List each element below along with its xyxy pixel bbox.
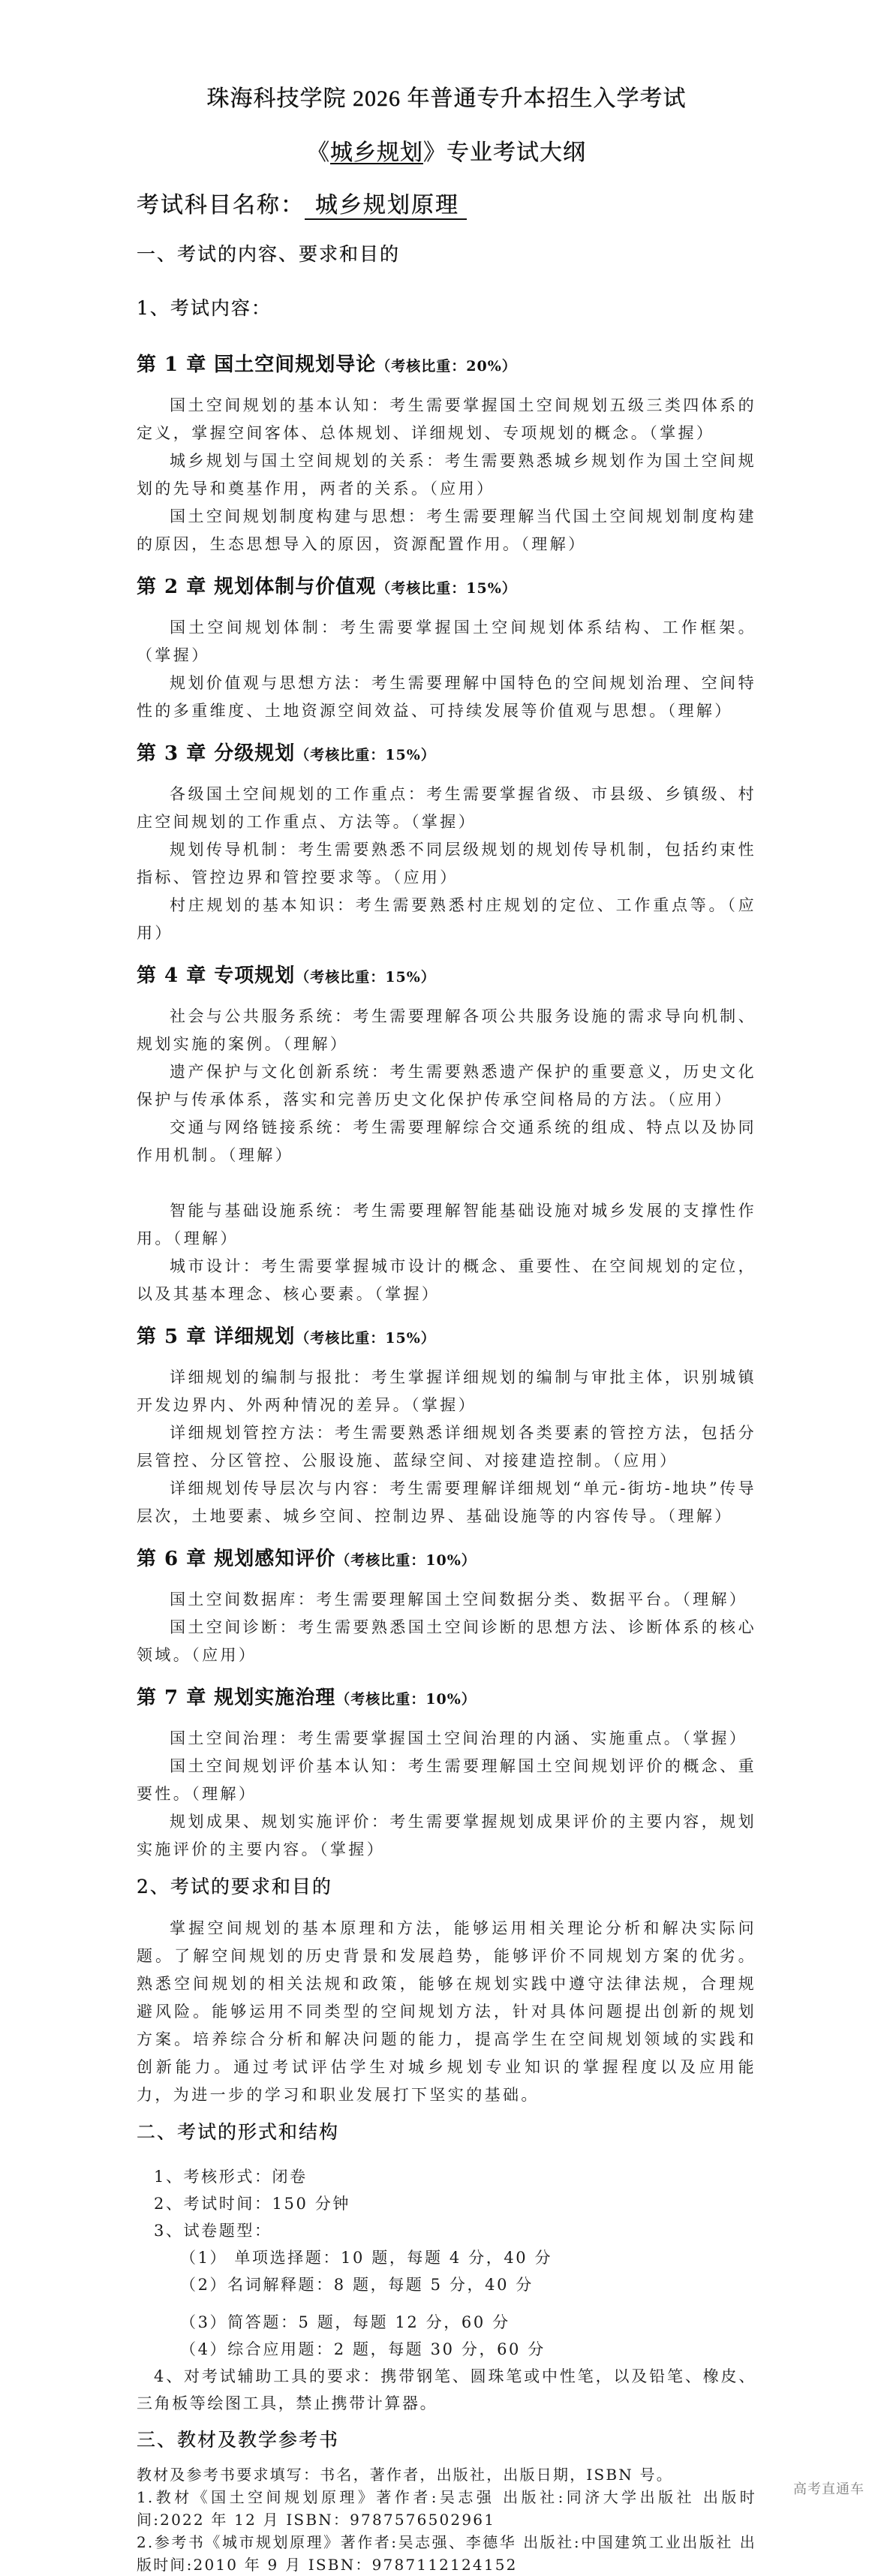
chapter-weight: （考核比重：15%） xyxy=(295,1330,436,1347)
paragraph: 掌握空间规划的基本原理和方法，能够运用相关理论分析和解决实际问题。了解空间规划的历史背景和发展趋势，能够评价不同规划方案的优劣。熟悉空间规划的相关法规和政策，能够在规划实践中遵守法律法规，合理规避风险。能够运用不同类型的空间规划方法，针对具体问题提出创新的规划方案。培养综合分析和解决问题的能力，提高学生在空间规划领域的实践和创新能力。通过考试评估学生对城乡规划专业知识的掌握程度以及应用能力，为进一步的学习和职业发展打下坚实的基础。 xyxy=(137,1919,756,2104)
list-item-question-type: （4）综合应用题：2 题，每题 30 分，60 分 xyxy=(180,2340,546,2358)
paragraph: 国土空间规划的基本认知：考生需要掌握国土空间规划五级三类四体系的定义，掌握空间客体、总体规划、详细规划、专项规划的概念。（掌握） xyxy=(137,396,756,442)
purpose-body xyxy=(137,1915,756,2109)
chapter-body xyxy=(137,1364,756,1530)
textbook-entry: 2.参考书《城市规划原理》著作者:吴志强、李德华 出版社:中国建筑工业出版社 出版时间:2010 年 9 月 ISBN：9787112124152 xyxy=(137,2533,756,2574)
paragraph: 社会与公共服务系统：考生需要理解各项公共服务设施的需求导向机制、规划实施的案例。（理解） xyxy=(137,1007,756,1053)
chapter-heading xyxy=(137,740,756,769)
list-item-exam-form: 1、考核形式：闭卷 xyxy=(154,2168,308,2186)
chapter-title: 第 4 章 专项规划 xyxy=(137,964,296,987)
paragraph: 国土空间诊断：考生需要熟悉国土空间诊断的思想方法、诊断体系的核心领域。（应用） xyxy=(137,1618,756,1664)
subheading-exam-content: 1、考试内容： xyxy=(137,297,272,319)
subtitle-close-quote: 》 xyxy=(423,140,446,165)
list-item-question-type: （3）简答题：5 题，每题 12 分，60 分 xyxy=(180,2313,510,2331)
textbooks-body xyxy=(137,2463,756,2576)
paragraph: 各级国土空间规划的工作重点：考生需要掌握省级、市县级、乡镇级、村庄空间规划的工作重点、方法等。（掌握） xyxy=(137,785,756,831)
subject-label: 考试科目名称： xyxy=(137,192,305,218)
paragraph: 国土空间规划体制：考生需要掌握国土空间规划体系结构、工作框架。（掌握） xyxy=(137,618,756,664)
paragraph: 村庄规划的基本知识：考生需要熟悉村庄规划的定位、工作重点等。（应用） xyxy=(137,896,756,942)
list-item-question-types: 3、试卷题型： xyxy=(154,2222,272,2240)
chapter-heading xyxy=(137,351,756,380)
document-title: 珠海科技学院 2026 年普通专升本招生入学考试 xyxy=(206,86,687,111)
document-subtitle xyxy=(137,138,756,168)
section-heading-form-structure: 二、考试的形式和结构 xyxy=(137,2121,340,2143)
chapter-weight: （考核比重：20%） xyxy=(376,358,517,375)
chapter-heading xyxy=(137,1545,756,1574)
chapter-body xyxy=(137,1586,756,1669)
paragraph: 国土空间规划评价基本认知：考生需要理解国土空间规划评价的概念、重要性。（理解） xyxy=(137,1757,756,1803)
list-item-exam-time: 2、考试时间：150 分钟 xyxy=(154,2195,350,2213)
chapter-body xyxy=(137,614,756,725)
subtitle-open-quote: 《 xyxy=(307,140,330,165)
chapter-heading xyxy=(137,573,756,602)
exam-structure-list xyxy=(137,2163,756,2417)
section-heading-textbooks: 三、教材及教学参考书 xyxy=(137,2429,340,2451)
paragraph: 智能与基础设施系统：考生需要理解智能基础设施对城乡发展的支撑性作用。（理解） xyxy=(137,1202,756,1247)
chapter-body xyxy=(137,392,756,558)
paragraph: 规划成果、规划实施评价：考生需要掌握规划成果评价的主要内容，规划实施评价的主要内容。（掌握） xyxy=(137,1813,756,1858)
chapter-title: 第 5 章 详细规划 xyxy=(137,1326,296,1348)
section-heading-content: 一、考试的内容、要求和目的 xyxy=(137,243,401,265)
textbook-requirement: 教材及参考书要求填写：书名，著作者，出版社，出版日期，ISBN 号。 xyxy=(137,2466,673,2484)
document-page xyxy=(137,84,756,2576)
chapter-heading xyxy=(137,1684,756,1713)
exam-subject xyxy=(137,191,756,221)
chapter-weight: （考核比重：10%） xyxy=(335,1552,477,1569)
paragraph: 遗产保护与文化创新系统：考生需要熟悉遗产保护的重要意义，历史文化保护与传承体系，落实和完善历史文化保护传承空间格局的方法。（应用） xyxy=(137,1063,756,1109)
chapter-weight: （考核比重：15%） xyxy=(295,969,436,986)
list-item-question-type: （1） 单项选择题：10 题，每题 4 分，40 分 xyxy=(180,2249,553,2267)
chapter-heading xyxy=(137,1323,756,1352)
chapter-body xyxy=(137,1725,756,1864)
paragraph: 规划价值观与思想方法：考生需要理解中国特色的空间规划治理、空间特性的多重维度、土地资源空间效益、可持续发展等价值观与思想。（理解） xyxy=(137,674,756,720)
paragraph: 交通与网络链接系统：考生需要理解综合交通系统的组成、特点以及协同作用机制。（理解） xyxy=(137,1118,756,1164)
subheading-requirements-purpose: 2、考试的要求和目的 xyxy=(137,1876,332,1897)
chapter-title: 第 2 章 规划体制与价值观 xyxy=(137,576,377,598)
chapter-weight: （考核比重：15%） xyxy=(295,747,436,763)
chapter-weight: （考核比重：15%） xyxy=(376,580,517,597)
list-item-exam-tools: 4、对考试辅助工具的要求：携带钢笔、圆珠笔或中性笔，以及铅笔、橡皮、三角板等绘图工具，禁止携带计算器。 xyxy=(137,2367,756,2412)
list-item-question-type: （2）名词解释题：8 题，每题 5 分，40 分 xyxy=(180,2276,534,2294)
paragraph: 详细规划传导层次与内容：考生需要理解详细规划“单元-街坊-地块”传导层次，土地要素、城乡空间、控制边界、基础设施等的内容传导。（理解） xyxy=(137,1479,756,1525)
chapter-title: 第 3 章 分级规划 xyxy=(137,742,296,765)
chapter-title: 第 7 章 规划实施治理 xyxy=(137,1687,336,1709)
chapter-title: 第 6 章 规划感知评价 xyxy=(137,1548,336,1570)
paragraph: 详细规划管控方法：考生需要熟悉详细规划各类要素的管控方法，包括分层管控、分区管控、公服设施、蓝绿空间、对接建造控制。（应用） xyxy=(137,1424,756,1470)
chapter-body xyxy=(137,1003,756,1308)
paragraph: 详细规划的编制与报批：考生掌握详细规划的编制与审批主体，识别城镇开发边界内、外两种情况的差异。（掌握） xyxy=(137,1368,756,1414)
chapter-heading xyxy=(137,962,756,991)
chapter-body xyxy=(137,781,756,947)
paragraph: 国土空间规划制度构建与思想：考生需要理解当代国土空间规划制度构建的原因，生态思想导入的原因，资源配置作用。（理解） xyxy=(137,507,756,553)
subtitle-major-name: 城乡规划 xyxy=(330,140,423,165)
textbook-entry: 1.教材《国土空间规划原理》著作者:吴志强 出版社:同济大学出版社 出版时间:2022 年 12 月 ISBN：9787576502961 xyxy=(137,2488,756,2529)
paragraph: 国土空间数据库：考生需要理解国土空间数据分类、数据平台。（理解） xyxy=(170,1590,748,1608)
chapter-title: 第 1 章 国土空间规划导论 xyxy=(137,354,377,376)
paragraph: 城市设计：考生需要掌握城市设计的概念、重要性、在空间规划的定位，以及其基本理念、核心要素。（掌握） xyxy=(137,1257,756,1303)
watermark: 高考直通车 xyxy=(793,2481,864,2497)
paragraph: 城乡规划与国土空间规划的关系：考生需要熟悉城乡规划作为国土空间规划的先导和奠基作用，两者的关系。（应用） xyxy=(137,452,756,498)
paragraph: 规划传导机制：考生需要熟悉不同层级规划的规划传导机制，包括约束性指标、管控边界和管控要求等。（应用） xyxy=(137,841,756,886)
paragraph: 国土空间治理：考生需要掌握国土空间治理的内涵、实施重点。（掌握） xyxy=(170,1729,748,1747)
subject-value: 城乡规划原理 xyxy=(305,193,467,220)
subtitle-rest: 专业考试大纲 xyxy=(446,140,586,165)
chapter-weight: （考核比重：10%） xyxy=(335,1691,477,1708)
